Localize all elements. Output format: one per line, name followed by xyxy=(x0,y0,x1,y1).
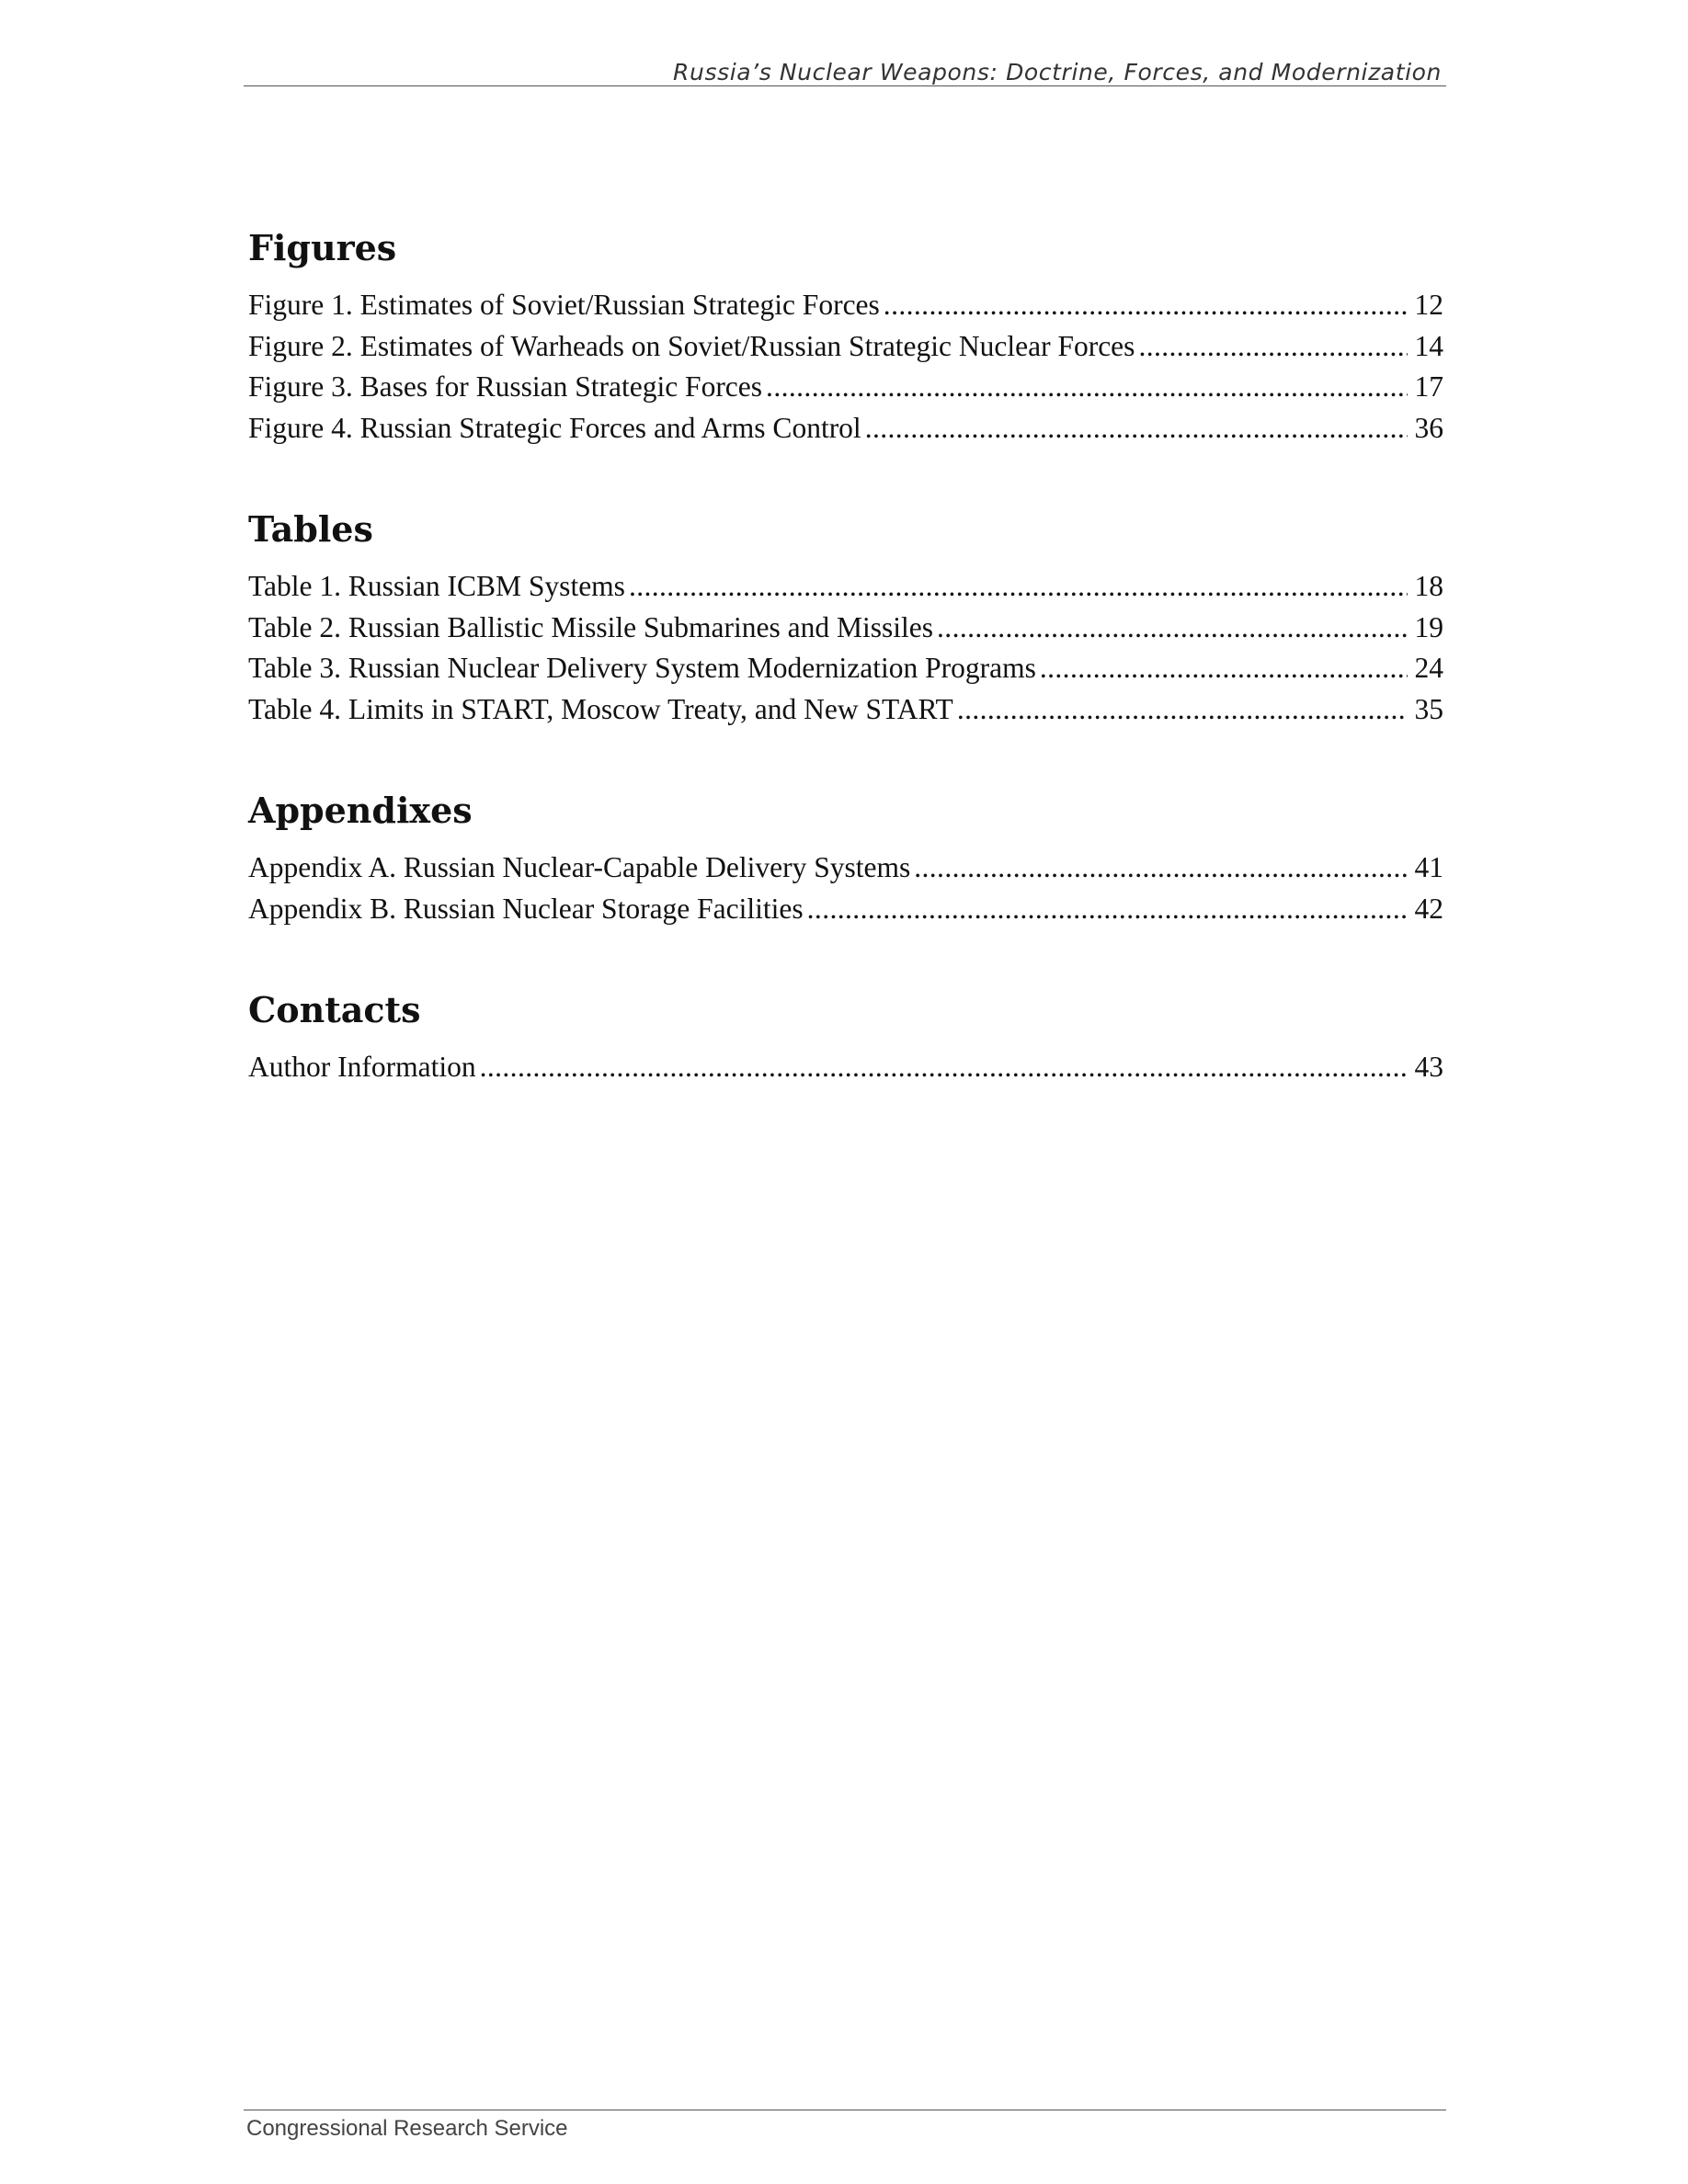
toc-entry[interactable] xyxy=(248,648,1443,689)
toc-entry[interactable] xyxy=(248,367,1443,408)
toc-entry[interactable] xyxy=(248,608,1443,649)
dot-leader xyxy=(1040,648,1408,689)
dot-leader xyxy=(957,689,1408,731)
toc-entry-page[interactable]: 14 xyxy=(1414,329,1443,362)
dot-leader xyxy=(807,889,1408,930)
toc-entry[interactable] xyxy=(248,285,1443,326)
dot-leader xyxy=(914,847,1407,889)
toc-entry-page[interactable]: 42 xyxy=(1414,892,1443,925)
toc-entry-label[interactable]: Appendix A. Russian Nuclear-Capable Delivery Systems xyxy=(248,851,911,883)
toc-entry[interactable] xyxy=(248,326,1443,368)
table-of-contents xyxy=(248,226,1443,1088)
toc-section-figures xyxy=(248,226,1443,449)
toc-entry-label[interactable]: Figure 4. Russian Strategic Forces and Arms Control xyxy=(248,411,861,444)
toc-entry[interactable] xyxy=(248,689,1443,731)
toc-entry[interactable] xyxy=(248,847,1443,889)
toc-entry-label[interactable]: Table 4. Limits in START, Moscow Treaty, and New START xyxy=(248,692,953,725)
toc-entry-page[interactable]: 17 xyxy=(1414,370,1443,403)
toc-entry[interactable] xyxy=(248,408,1443,449)
toc-entry-label[interactable]: Appendix B. Russian Nuclear Storage Facilities xyxy=(248,892,804,925)
toc-entry[interactable] xyxy=(248,566,1443,608)
toc-entry-page[interactable]: 24 xyxy=(1414,652,1443,684)
toc-entry-label[interactable]: Table 3. Russian Nuclear Delivery System Modernization Programs xyxy=(248,652,1036,684)
toc-entry-page[interactable]: 41 xyxy=(1414,851,1443,883)
section-title: Tables xyxy=(248,508,373,550)
footer-text: Congressional Research Service xyxy=(246,2116,568,2141)
toc-entry-label[interactable]: Figure 1. Estimates of Soviet/Russian Strategic Forces xyxy=(248,289,880,321)
toc-entry[interactable] xyxy=(248,1047,1443,1088)
toc-entry-label[interactable]: Figure 3. Bases for Russian Strategic Forces xyxy=(248,370,763,403)
dot-leader xyxy=(865,408,1408,449)
running-header: Russia’s Nuclear Weapons: Doctrine, Forces, and Modernization xyxy=(673,59,1442,85)
toc-entry-page[interactable]: 12 xyxy=(1414,289,1443,321)
dot-leader xyxy=(884,285,1408,326)
toc-entry-page[interactable]: 18 xyxy=(1414,570,1443,602)
toc-entry-page[interactable]: 19 xyxy=(1414,610,1443,643)
toc-entry-label[interactable]: Table 2. Russian Ballistic Missile Submarines and Missiles xyxy=(248,610,934,643)
toc-entry[interactable] xyxy=(248,889,1443,930)
dot-leader xyxy=(629,566,1408,608)
toc-entry-page[interactable]: 35 xyxy=(1414,692,1443,725)
toc-section-contacts xyxy=(248,988,1443,1088)
toc-entry-label[interactable]: Table 1. Russian ICBM Systems xyxy=(248,570,625,602)
toc-entry-page[interactable]: 43 xyxy=(1414,1051,1443,1083)
dot-leader xyxy=(1138,326,1407,368)
dot-leader xyxy=(480,1047,1408,1088)
toc-section-tables xyxy=(248,507,1443,730)
dot-leader xyxy=(766,367,1407,408)
header-rule xyxy=(244,85,1446,86)
section-title: Appendixes xyxy=(248,790,473,831)
toc-section-appendixes xyxy=(248,789,1443,929)
toc-entry-label[interactable]: Figure 2. Estimates of Warheads on Soviet/Russian Strategic Nuclear Forces xyxy=(248,329,1135,362)
section-title: Figures xyxy=(248,227,397,268)
toc-entry-label[interactable]: Author Information xyxy=(248,1051,476,1083)
section-title: Contacts xyxy=(248,989,421,1030)
dot-leader xyxy=(937,608,1407,649)
toc-entry-page[interactable]: 36 xyxy=(1414,411,1443,444)
